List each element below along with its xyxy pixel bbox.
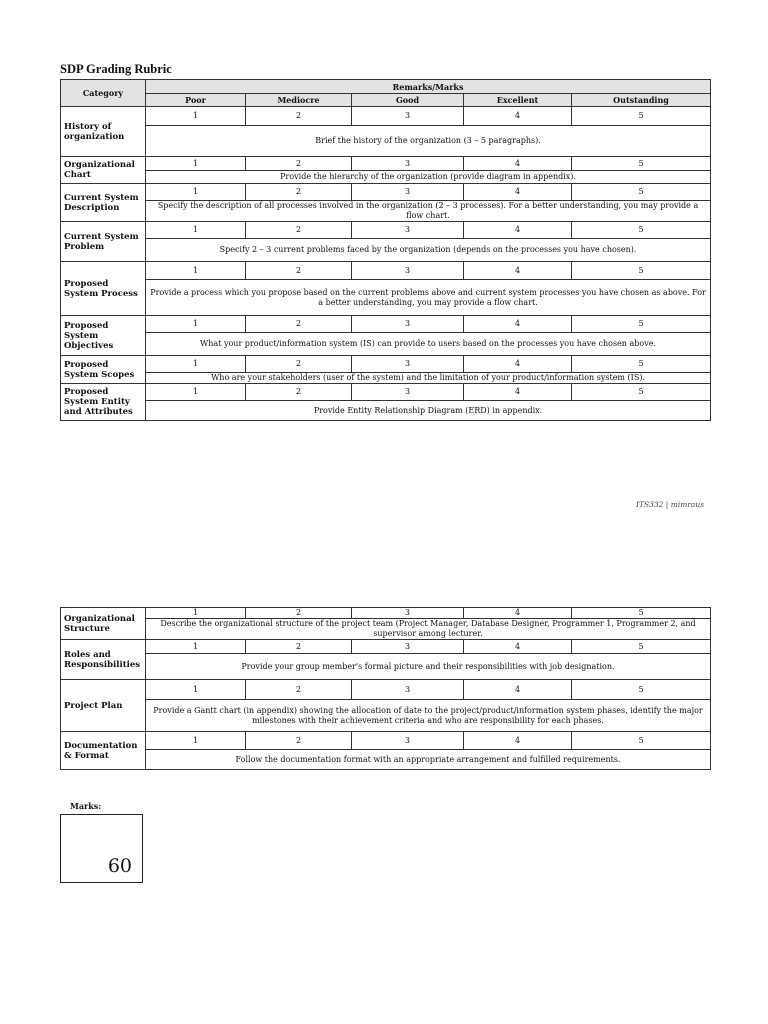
score-row (61, 157, 711, 171)
score-cell: 4 (464, 107, 572, 126)
score-cell: 1 (146, 680, 246, 700)
score-cell: 2 (246, 184, 352, 201)
description-cell: Follow the documentation format with an appropriate arrangement and fulfilled requirements. (146, 750, 711, 770)
score-cell: 2 (246, 222, 352, 239)
score-cell: 3 (352, 732, 464, 750)
score-cell: 2 (246, 732, 352, 750)
score-cell: 3 (352, 222, 464, 239)
score-cell: 1 (146, 157, 246, 171)
header-level: Outstanding (572, 94, 711, 107)
score-row (61, 262, 711, 280)
score-cell: 2 (246, 107, 352, 126)
marks-label: Marks: (70, 801, 102, 811)
score-cell: 3 (352, 680, 464, 700)
description-row (61, 239, 711, 262)
score-cell: 5 (572, 732, 711, 750)
score-cell: 2 (246, 680, 352, 700)
score-cell: 4 (464, 262, 572, 280)
score-cell: 1 (146, 608, 246, 619)
category-cell: Organizational Chart (61, 157, 146, 184)
score-cell: 2 (246, 356, 352, 373)
score-cell: 4 (464, 384, 572, 401)
score-cell: 1 (146, 356, 246, 373)
description-row (61, 126, 711, 157)
score-cell: 4 (464, 608, 572, 619)
score-cell: 1 (146, 316, 246, 333)
score-cell: 5 (572, 107, 711, 126)
score-row (61, 184, 711, 201)
score-cell: 3 (352, 384, 464, 401)
score-row (61, 384, 711, 401)
description-cell: Provide a Gantt chart (in appendix) showing the allocation of date to the project/product/information system phases, identify the major milestones with their achievement criteria and who are responsibility for each phases. (146, 700, 711, 732)
description-cell: What your product/information system (IS) can provide to users based on the processes you have chosen above. (146, 333, 711, 356)
score-cell: 3 (352, 356, 464, 373)
score-row (61, 640, 711, 654)
description-cell: Describe the organizational structure of the project team (Project Manager, Database Designer, Programmer 1, Programmer 2, and supervisor among lecturer. (146, 619, 711, 640)
category-cell: Project Plan (61, 680, 146, 732)
score-cell: 4 (464, 222, 572, 239)
description-cell: Provide Entity Relationship Diagram (ERD) in appendix. (146, 401, 711, 421)
description-row (61, 700, 711, 732)
score-row (61, 107, 711, 126)
score-row (61, 732, 711, 750)
category-cell: History of organization (61, 107, 146, 157)
score-cell: 1 (146, 262, 246, 280)
score-cell: 4 (464, 316, 572, 333)
score-cell: 3 (352, 608, 464, 619)
score-row (61, 316, 711, 333)
description-row (61, 401, 711, 421)
score-row (61, 680, 711, 700)
score-cell: 3 (352, 157, 464, 171)
page-title: SDP Grading Rubric (60, 62, 172, 76)
score-cell: 3 (352, 184, 464, 201)
category-cell: Roles and Responsibilities (61, 640, 146, 680)
score-cell: 4 (464, 640, 572, 654)
category-cell: Documentation & Format (61, 732, 146, 770)
description-cell: Provide a process which you propose based on the current problems above and current system processes you have chosen as above. For a better understanding, you may provide a flow chart. (146, 280, 711, 316)
category-cell: Proposed System Objectives (61, 316, 146, 356)
description-row (61, 654, 711, 680)
category-cell: Proposed System Entity and Attributes (61, 384, 146, 421)
score-cell: 2 (246, 608, 352, 619)
description-row (61, 171, 711, 184)
score-row (61, 356, 711, 373)
score-cell: 4 (464, 680, 572, 700)
description-cell: Who are your stakeholders (user of the system) and the limitation of your product/information system (IS). (146, 373, 711, 384)
description-row (61, 373, 711, 384)
score-cell: 4 (464, 732, 572, 750)
header-level: Excellent (464, 94, 572, 107)
score-cell: 5 (572, 222, 711, 239)
marks-value: 60 (107, 855, 132, 877)
category-cell: Organizational Structure (61, 608, 146, 640)
score-cell: 1 (146, 222, 246, 239)
description-row (61, 750, 711, 770)
description-cell: Provide your group member's formal picture and their responsibilities with job designation. (146, 654, 711, 680)
score-cell: 1 (146, 640, 246, 654)
marks-box (60, 814, 143, 883)
rubric-table-main (60, 79, 711, 421)
score-row (61, 608, 711, 619)
category-cell: Current System Description (61, 184, 146, 222)
description-row (61, 280, 711, 316)
score-cell: 1 (146, 732, 246, 750)
score-cell: 5 (572, 316, 711, 333)
description-cell: Provide the hierarchy of the organization (provide diagram in appendix). (146, 171, 711, 184)
description-cell: Specify 2 – 3 current problems faced by the organization (depends on the processes you have chosen). (146, 239, 711, 262)
description-row (61, 619, 711, 640)
score-cell: 3 (352, 262, 464, 280)
score-cell: 5 (572, 384, 711, 401)
category-cell: Current System Problem (61, 222, 146, 262)
header-levels-row (61, 94, 711, 107)
score-cell: 5 (572, 680, 711, 700)
score-row (61, 222, 711, 239)
score-cell: 3 (352, 316, 464, 333)
score-cell: 2 (246, 384, 352, 401)
description-cell: Specify the description of all processes involved in the organization (2 – 3 processes). For a better understanding, you may provide a flow chart. (146, 201, 711, 222)
score-cell: 5 (572, 608, 711, 619)
score-cell: 1 (146, 107, 246, 126)
score-cell: 2 (246, 640, 352, 654)
score-cell: 5 (572, 184, 711, 201)
score-cell: 5 (572, 262, 711, 280)
page-footer: ITS332 | mimraus (636, 500, 705, 509)
score-cell: 2 (246, 316, 352, 333)
rubric-body-continued (61, 608, 711, 770)
score-cell: 3 (352, 640, 464, 654)
score-cell: 1 (146, 384, 246, 401)
score-cell: 4 (464, 356, 572, 373)
score-cell: 2 (246, 262, 352, 280)
description-row (61, 333, 711, 356)
score-cell: 4 (464, 184, 572, 201)
header-level: Poor (146, 94, 246, 107)
header-remarks: Remarks/Marks (146, 80, 711, 94)
description-cell: Brief the history of the organization (3 – 5 paragraphs). (146, 126, 711, 157)
score-cell: 5 (572, 356, 711, 373)
category-cell: Proposed System Scopes (61, 356, 146, 384)
score-cell: 5 (572, 157, 711, 171)
category-cell: Proposed System Process (61, 262, 146, 316)
score-cell: 1 (146, 184, 246, 201)
score-cell: 4 (464, 157, 572, 171)
header-level: Mediocre (246, 94, 352, 107)
score-cell: 2 (246, 157, 352, 171)
score-cell: 3 (352, 107, 464, 126)
score-cell: 5 (572, 640, 711, 654)
header-category: Category (61, 80, 146, 107)
description-row (61, 201, 711, 222)
header-level: Good (352, 94, 464, 107)
rubric-body-main (61, 107, 711, 421)
rubric-table-continued (60, 607, 711, 770)
